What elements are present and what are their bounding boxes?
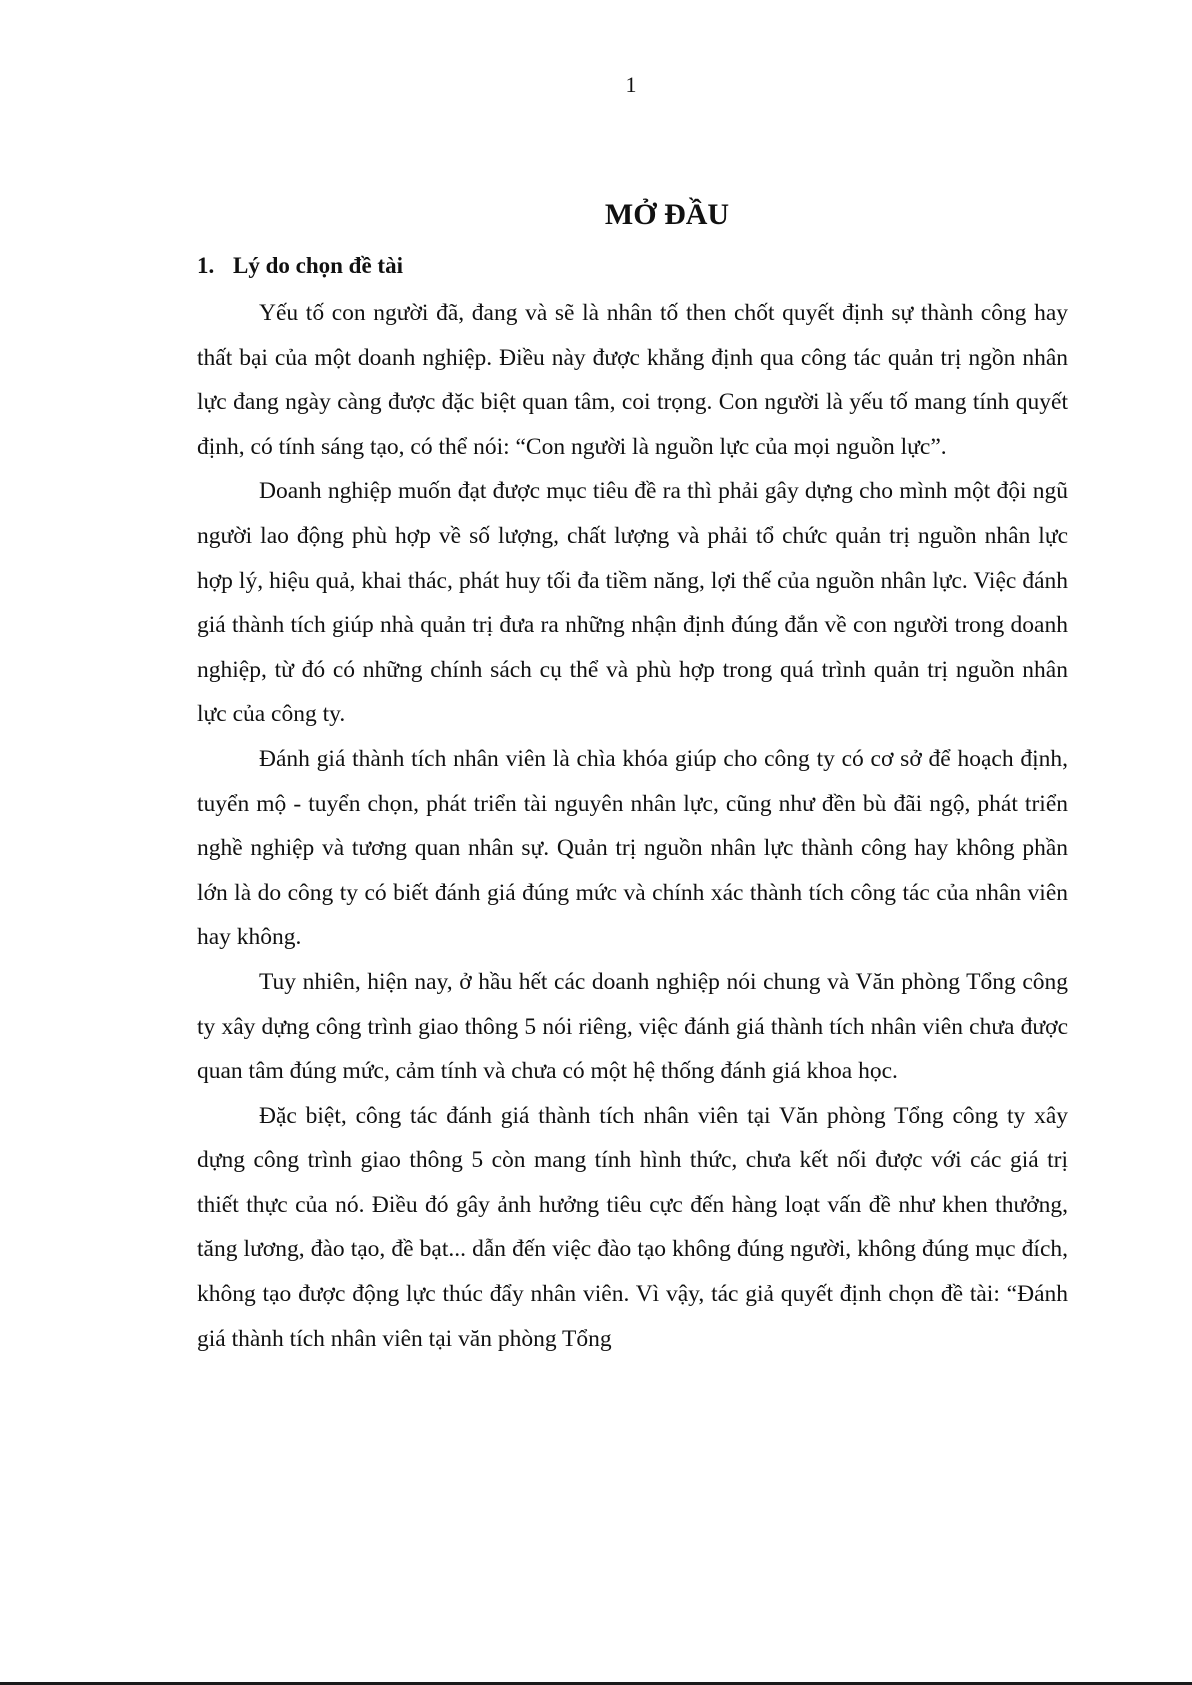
paragraph-2: Doanh nghiệp muốn đạt được mục tiêu đề ra thì phải gây dựng cho mình một đội ngũ người lao động phù hợp về số lượng, chất lượng và phải tổ chức quản trị nguồn nhân lực hợp lý, hiệu quả, khai thác, phát huy tối đa tiềm năng, lợi thế của nguồn nhân lực. Việc đánh giá thành tích giúp nhà quản trị đưa ra những nhận định đúng đắn về con người trong doanh nghiệp, từ đó có những chính sách cụ thể và phù hợp trong quá trình quản trị nguồn nhân lực của công ty.	[197, 478, 1068, 728]
paragraph-1: Yếu tố con người đã, đang và sẽ là nhân tố then chốt quyết định sự thành công hay thất bại của một doanh nghiệp. Điều này được khẳng định qua công tác quản trị ngồn nhân lực đang ngày càng được đặc biệt quan tâm, coi trọng. Con người là yếu tố mang tính quyết định, có tính sáng tạo, có thể nói: “Con người là nguồn lực của mọi nguồn lực”.	[197, 300, 1068, 460]
page-number: 1	[625, 72, 637, 97]
section-heading-text: Lý do chọn đề tài	[233, 253, 403, 278]
paragraph-3: Đánh giá thành tích nhân viên là chìa khóa giúp cho công ty có cơ sở để hoạch định, tuyển mộ - tuyển chọn, phát triển tài nguyên nhân lực, cũng như đền bù đãi ngộ, phát triển nghề nghiệp và tương quan nhân sự. Quản trị nguồn nhân lực thành công hay không phần lớn là do công ty có biết đánh giá đúng mức và chính xác thành tích công tác của nhân viên hay không.	[197, 745, 1068, 951]
body-text	[197, 291, 1068, 1361]
section-heading	[197, 251, 403, 281]
paragraph-5: Đặc biệt, công tác đánh giá thành tích nhân viên tại Văn phòng Tổng công ty xây dựng công trình giao thông 5 còn mang tính hình thức, chưa kết nối được với các giá trị thiết thực của nó. Điều đó gây ảnh hưởng tiêu cực đến hàng loạt vấn đề như khen thưởng, tăng lương, đào tạo, đề bạt... dẫn đến việc đào tạo không đúng người, không đúng mục đích, không tạo được động lực thúc đẩy nhân viên. Vì vậy, tác giả quyết định chọn đề tài: “Đánh giá thành tích nhân viên tại văn phòng Tổng	[197, 1102, 1068, 1352]
section-number: 1.	[197, 253, 215, 278]
chapter-title: MỞ ĐẦU	[604, 198, 730, 231]
paragraph-4: Tuy nhiên, hiện nay, ở hầu hết các doanh nghiệp nói chung và Văn phòng Tổng công ty xây dựng công trình giao thông 5 nói riêng, việc đánh giá thành tích nhân viên chưa được quan tâm đúng mức, cảm tính và chưa có một hệ thống đánh giá khoa học.	[197, 968, 1068, 1085]
